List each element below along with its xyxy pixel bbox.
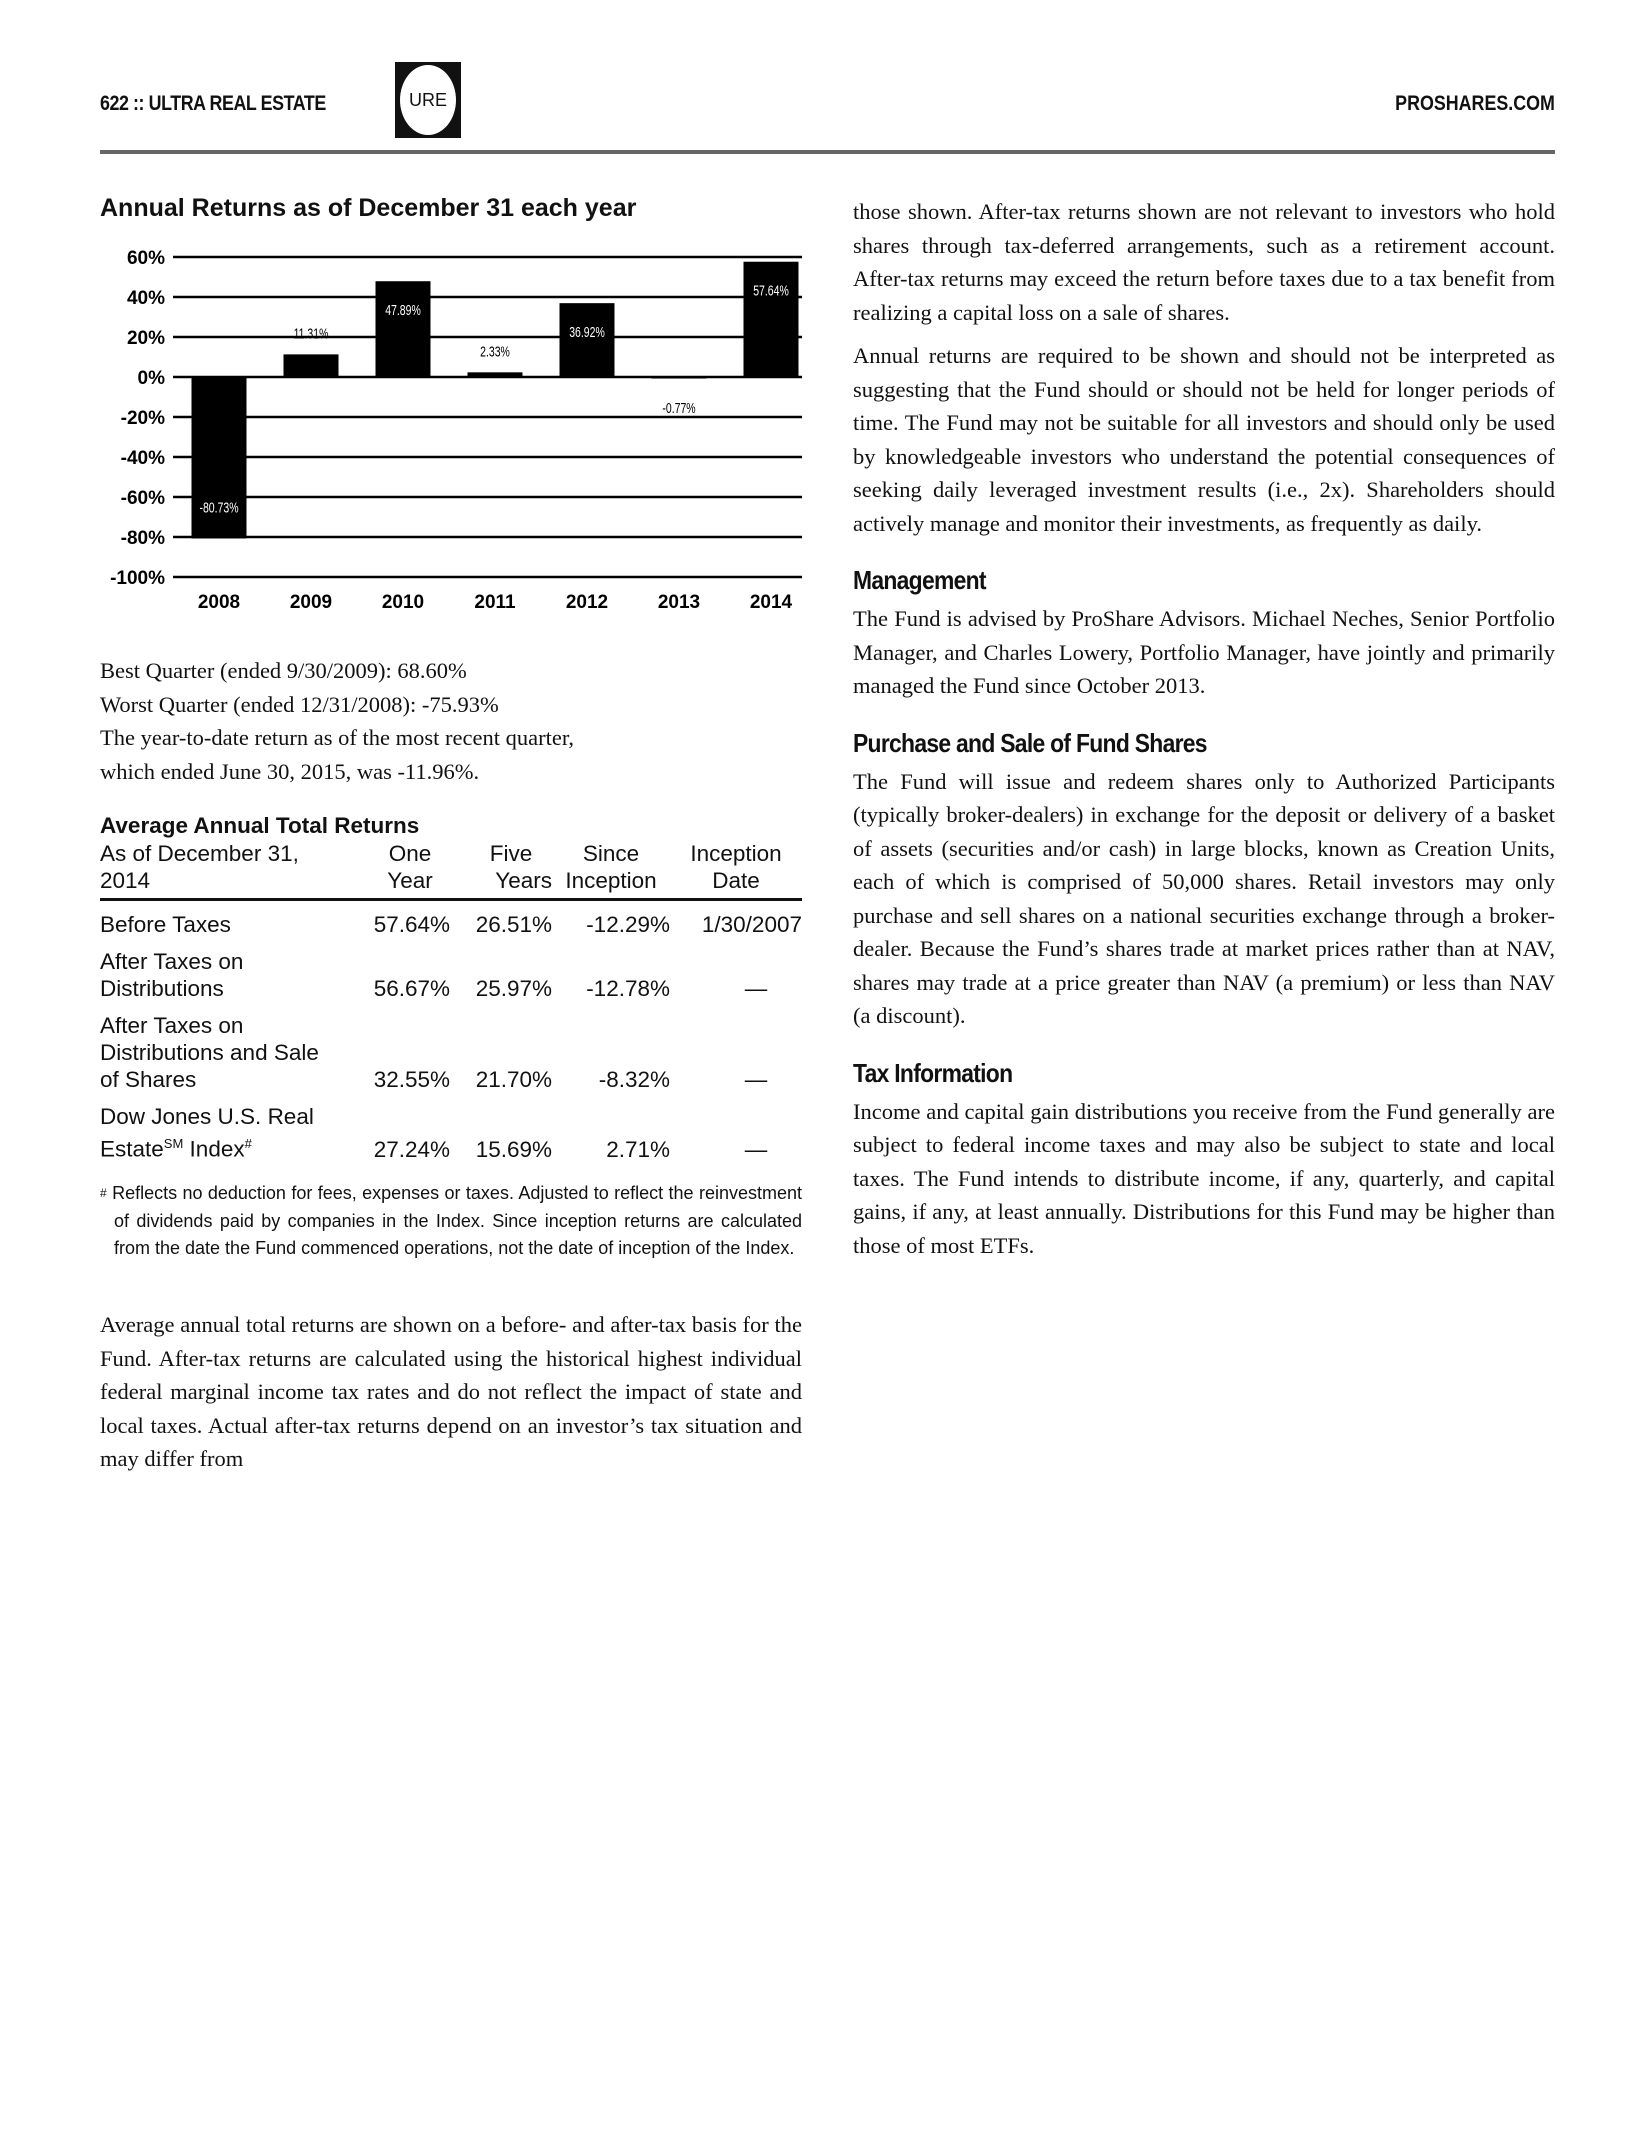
cell-one-year: 27.24% bbox=[373, 1136, 450, 1162]
cell-inception-date: — bbox=[744, 976, 768, 1001]
management-heading: Management bbox=[853, 565, 986, 595]
bar-2011 bbox=[468, 372, 523, 377]
cell-since-inception: -12.29% bbox=[586, 912, 670, 937]
data-label: 57.64% bbox=[753, 281, 789, 300]
x-tick-label: 2013 bbox=[657, 592, 701, 613]
header-one-year: Year bbox=[387, 868, 433, 893]
header-since-inception: Inception bbox=[565, 868, 657, 893]
purchase-sale-text: The Fund will issue and redeem shares only to Authorized Participants (typically broker-dealers) in exchange for the deposit or delivery of a basket of assets (securities and/or cash) in large blocks, known as Creation Units, each of which is comprised of 50,000 shares. Retail investors may only purchase and sell shares on a national securities exchange through a broker-dealer. Because the Fund’s shares trade at market prices rather than at NAV, shares may trade at a price greater than NAV (a premium) or less than NAV (a discount). bbox=[853, 768, 1555, 1028]
header-one: One bbox=[388, 841, 432, 866]
row-label-line: Dow Jones U.S. Real bbox=[100, 1104, 314, 1129]
table-header-row bbox=[100, 840, 802, 900]
cell-since-inception: 2.71% bbox=[606, 1136, 670, 1162]
row-label-line: of Shares bbox=[100, 1067, 197, 1092]
data-label: 2.33% bbox=[480, 342, 510, 360]
after-tax-paragraph: Average annual total returns are shown on a before- and after-tax basis for the Fund. After-tax returns are calculated using the historical highest individual federal marginal income tax rates and do not reflect the impact of state and local taxes. Actual after-tax returns depend on an investor’s tax situation and may differ from bbox=[100, 1312, 802, 1471]
footnote-text: Reflects no deduction for fees, expenses or taxes. Adjusted to reflect the reinvestment of dividends paid by companies in the Index. Since inception returns are calculated from the date the Fund commenced operations, not the date of inception of the Index. bbox=[112, 1183, 802, 1258]
ure-logo bbox=[395, 62, 461, 138]
quarter-returns bbox=[100, 654, 802, 788]
cell-since-inception: -12.78% bbox=[586, 976, 670, 1001]
cell-one-year: 32.55% bbox=[373, 1067, 450, 1092]
cell-five-years: 15.69% bbox=[475, 1136, 552, 1162]
label-part: Estate bbox=[100, 1136, 164, 1162]
cell-five-years: 21.70% bbox=[475, 1067, 552, 1092]
x-tick-label: 2014 bbox=[749, 592, 793, 613]
y-tick-label: 20% bbox=[126, 328, 165, 349]
table-footnote bbox=[100, 1180, 802, 1263]
best-quarter: Best Quarter (ended 9/30/2009): 68.60% bbox=[100, 658, 467, 683]
y-tick-label: -20% bbox=[120, 408, 165, 429]
table-title: Average Annual Total Returns bbox=[100, 813, 420, 838]
header-since: Since bbox=[582, 841, 640, 866]
x-tick-label: 2010 bbox=[381, 592, 425, 613]
data-label: 36.92% bbox=[569, 323, 605, 341]
bar-2014 bbox=[744, 262, 799, 377]
table-row bbox=[100, 1002, 802, 1093]
y-tick-label: -40% bbox=[120, 448, 165, 469]
ytd-return-line2: which ended June 30, 2015, was -11.96%. bbox=[100, 758, 480, 784]
cell-five-years: 25.97% bbox=[475, 976, 552, 1001]
cell-inception-date: 1/30/2007 bbox=[701, 912, 802, 937]
cell-five-years: 26.51% bbox=[475, 912, 552, 937]
x-tick-label: 2012 bbox=[565, 592, 609, 613]
cell-one-year: 56.67% bbox=[373, 976, 450, 1001]
bar-2013 bbox=[652, 377, 707, 379]
table-row bbox=[100, 938, 802, 1002]
x-tick-label: 2008 bbox=[197, 592, 241, 613]
service-mark: SM bbox=[163, 1136, 184, 1151]
data-label: 11.31% bbox=[293, 324, 329, 342]
cell-inception-date: — bbox=[744, 1067, 768, 1092]
x-tick-label: 2011 bbox=[474, 592, 516, 613]
row-label-line bbox=[100, 1130, 370, 1163]
row-label-line: Distributions bbox=[100, 976, 224, 1001]
purchase-sale-heading: Purchase and Sale of Fund Shares bbox=[853, 727, 1207, 758]
row-label bbox=[100, 1093, 370, 1163]
left-column-text bbox=[100, 1308, 802, 1486]
bar-2010 bbox=[376, 281, 431, 377]
annual-returns-paragraph: Annual returns are required to be shown and should not be interpreted as suggesting that the Fund should or should not be held for longer periods of time. The Fund may not be suitable for all investors and should only be used by knowledgeable investors who understand the potential consequences of seeking daily leveraged investment results (i.e., 2x). Shareholders should actively manage and monitor their investments, as frequently as daily. bbox=[853, 343, 1555, 536]
x-tick-label: 2009 bbox=[289, 592, 333, 613]
row-label-line: Distributions and Sale bbox=[100, 1040, 319, 1065]
data-label: -0.77% bbox=[662, 399, 696, 417]
tax-information-heading: Tax Information bbox=[853, 1057, 1013, 1088]
row-label: Before Taxes bbox=[100, 912, 231, 937]
bar-2009 bbox=[284, 354, 339, 377]
row-label bbox=[100, 938, 370, 1002]
cell-one-year: 57.64% bbox=[373, 912, 450, 937]
y-tick-label: 40% bbox=[126, 288, 165, 309]
average-annual-returns-table bbox=[100, 812, 802, 1163]
header-five-years: Years bbox=[495, 868, 552, 893]
label-part: Index bbox=[183, 1136, 245, 1162]
header-date: Date bbox=[712, 868, 760, 893]
table-row bbox=[100, 900, 802, 939]
cell-since-inception: -8.32% bbox=[598, 1067, 670, 1092]
header-as-of: As of December 31, bbox=[100, 841, 299, 866]
page-header-title: 622 :: ULTRA REAL ESTATE bbox=[100, 92, 326, 115]
y-tick-label: 0% bbox=[137, 368, 165, 389]
header-divider bbox=[100, 150, 1555, 154]
row-label bbox=[100, 1002, 370, 1093]
y-tick-label: 60% bbox=[126, 248, 165, 269]
tax-information-text: Income and capital gain distributions you receive from the Fund generally are subject to federal income taxes and may also be subject to state and local taxes. The Fund intends to distribute income, if any, quarterly, and capital gains, if any, at least annually. Distributions for this Fund may be higher than those of most ETFs. bbox=[853, 1098, 1555, 1258]
table-row bbox=[100, 1093, 802, 1163]
y-tick-label: -100% bbox=[110, 568, 165, 589]
y-tick-label: -60% bbox=[120, 488, 165, 509]
data-label: 47.89% bbox=[385, 301, 421, 319]
cell-inception-date: — bbox=[744, 1136, 768, 1162]
footnote-mark: # bbox=[244, 1136, 252, 1151]
header-inception: Inception bbox=[690, 841, 782, 866]
ure-logo-text: URE bbox=[400, 65, 456, 135]
chart-title: Annual Returns as of December 31 each year bbox=[100, 194, 637, 222]
right-column bbox=[853, 195, 1555, 1272]
worst-quarter: Worst Quarter (ended 12/31/2008): -75.93% bbox=[100, 691, 499, 717]
header-website: PROSHARES.COM bbox=[1395, 92, 1555, 115]
header-five: Five bbox=[489, 841, 533, 866]
header-year: 2014 bbox=[100, 868, 151, 893]
annual-returns-chart bbox=[90, 240, 810, 630]
ytd-return-line1: The year-to-date return as of the most recent quarter, bbox=[100, 725, 575, 750]
row-label-line: After Taxes on bbox=[100, 1013, 244, 1038]
footnote-mark: # bbox=[100, 1186, 107, 1200]
after-tax-continued-paragraph: those shown. After-tax returns shown are not relevant to investors who hold shares through tax-deferred arrangements, such as a retirement account. After-tax returns may exceed the return before taxes due to a tax benefit from realizing a capital loss on a sale of shares. bbox=[853, 199, 1555, 325]
management-text: The Fund is advised by ProShare Advisors. Michael Neches, Senior Portfolio Manager, and Charles Lowery, Portfolio Manager, have jointly and primarily managed the Fund since October 2013. bbox=[853, 606, 1555, 698]
row-label-line: After Taxes on bbox=[100, 949, 244, 974]
data-label: -80.73% bbox=[199, 498, 239, 516]
y-tick-label: -80% bbox=[120, 528, 165, 549]
